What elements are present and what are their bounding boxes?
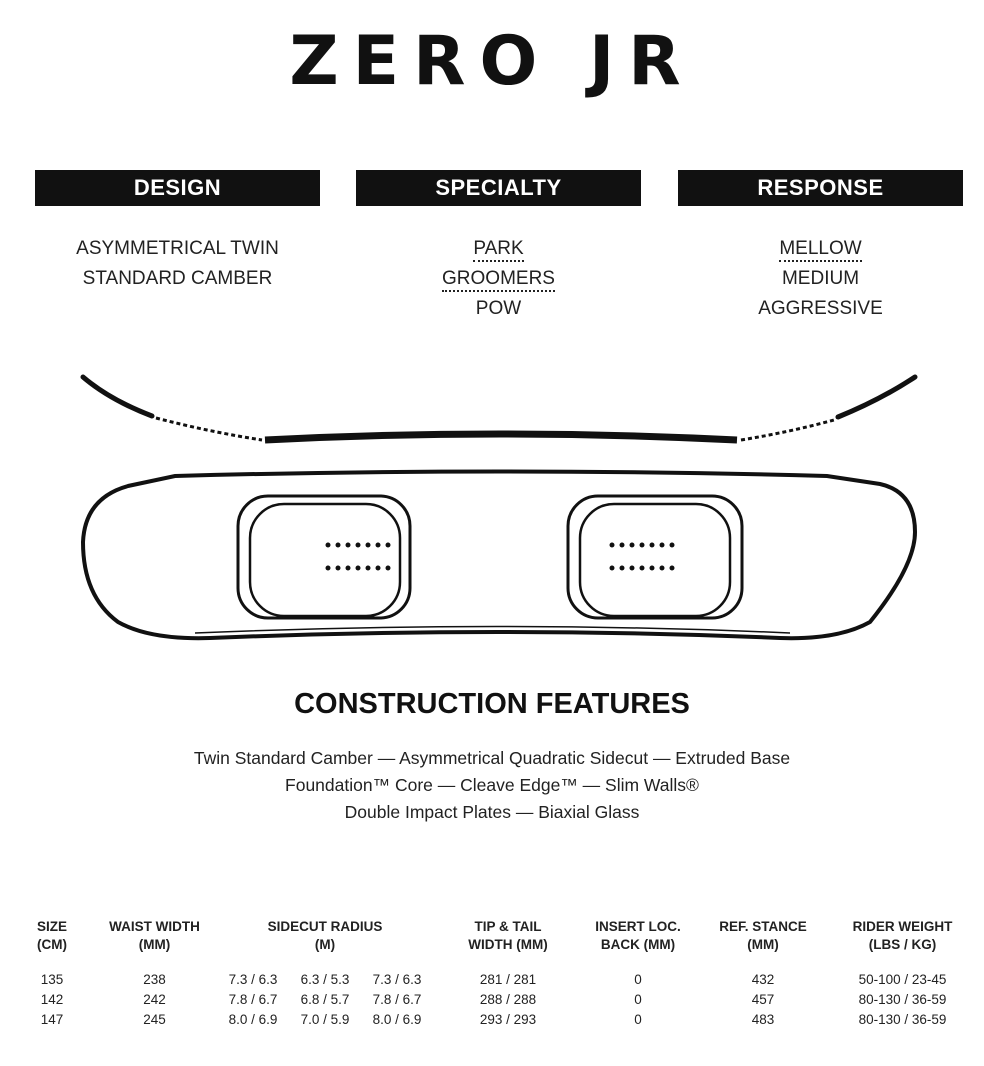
specialty-list (356, 234, 641, 324)
response-header: RESPONSE (678, 170, 963, 206)
cell-stance: 483 (751, 1012, 775, 1027)
cell-sidecut: 8.0 / 6.9 (228, 1012, 278, 1027)
cell-sidecut: 7.8 / 6.7 (228, 992, 278, 1007)
cell-tip-tail: 293 / 293 (479, 1012, 537, 1027)
header-ref-stance: REF. STANCE (MM) (719, 919, 807, 952)
cell-waist: 242 (143, 992, 166, 1007)
header-waist-width: WAIST WIDTH (MM) (109, 919, 200, 952)
camber-profile-icon (83, 377, 915, 440)
table-row (12, 1010, 972, 1030)
cell-sidecut: 8.0 / 6.9 (372, 1012, 422, 1027)
response-item (678, 294, 963, 324)
snowboard-illustration (0, 360, 984, 660)
specs-table (12, 918, 972, 1030)
specialty-item (356, 234, 641, 264)
cell-insert: 0 (634, 972, 642, 987)
cell-sidecut: 7.3 / 6.3 (228, 972, 278, 987)
cell-stance: 457 (751, 992, 775, 1007)
cell-sidecut: 7.8 / 6.7 (372, 992, 422, 1007)
response-item (678, 234, 963, 264)
right-binding-plate-icon (568, 496, 742, 618)
cell-size: 147 (40, 1012, 64, 1027)
construction-title: CONSTRUCTION FEATURES (294, 688, 690, 720)
header-insert-loc: INSERT LOC. BACK (MM) (595, 919, 681, 952)
specs-header-row (12, 918, 972, 970)
response-item (678, 264, 963, 294)
specialty-item-park: PARK (473, 238, 523, 262)
cell-size: 135 (40, 972, 64, 987)
feature-line: Twin Standard Camber — Asymmetrical Quadratic Sidecut — Extruded Base (193, 748, 791, 768)
design-list (35, 234, 320, 294)
design-item-asymmetrical-twin: ASYMMETRICAL TWIN (76, 238, 279, 259)
product-title: ZERO JR (289, 22, 695, 101)
cell-weight: 80-130 / 36-59 (858, 992, 947, 1007)
specialty-item (356, 264, 641, 294)
design-item (35, 234, 320, 264)
cell-tip-tail: 288 / 288 (479, 992, 537, 1007)
feature-line: Foundation™ Core — Cleave Edge™ — Slim Walls® (285, 775, 699, 795)
response-item-mellow: MELLOW (779, 238, 861, 262)
cell-sidecut: 6.8 / 5.7 (300, 992, 350, 1007)
left-binding-plate-icon (238, 496, 410, 618)
specialty-item-pow: POW (475, 298, 522, 319)
header-rider-weight: RIDER WEIGHT (LBS / KG) (852, 919, 953, 952)
cell-stance: 432 (751, 972, 775, 987)
cell-sidecut: 7.3 / 6.3 (372, 972, 422, 987)
cell-waist: 238 (143, 972, 166, 987)
construction-features (0, 745, 984, 826)
design-item-standard-camber: STANDARD CAMBER (82, 268, 273, 289)
response-item-medium: MEDIUM (781, 268, 860, 289)
feature-line: Double Impact Plates — Biaxial Glass (344, 802, 640, 822)
cell-weight: 50-100 / 23-45 (858, 972, 947, 987)
cell-sidecut: 6.3 / 5.3 (300, 972, 350, 987)
cell-sidecut: 7.0 / 5.9 (300, 1012, 350, 1027)
table-row (12, 970, 972, 990)
response-item-aggressive: AGGRESSIVE (758, 298, 883, 319)
cell-insert: 0 (634, 1012, 642, 1027)
cell-tip-tail: 281 / 281 (479, 972, 537, 987)
cell-waist: 245 (143, 1012, 166, 1027)
design-item (35, 264, 320, 294)
cell-weight: 80-130 / 36-59 (858, 1012, 947, 1027)
specialty-item-groomers: GROOMERS (442, 268, 555, 292)
specialty-item (356, 294, 641, 324)
specialty-header: SPECIALTY (356, 170, 641, 206)
board-outline-icon (83, 472, 915, 639)
cell-insert: 0 (634, 992, 642, 1007)
table-row (12, 990, 972, 1010)
cell-size: 142 (40, 992, 64, 1007)
response-list (678, 234, 963, 324)
header-size: SIZE (CM) (36, 919, 67, 952)
header-tip-tail-width: TIP & TAIL WIDTH (MM) (468, 919, 548, 952)
header-sidecut-radius: SIDECUT RADIUS (M) (267, 919, 383, 952)
design-header: DESIGN (35, 170, 320, 206)
